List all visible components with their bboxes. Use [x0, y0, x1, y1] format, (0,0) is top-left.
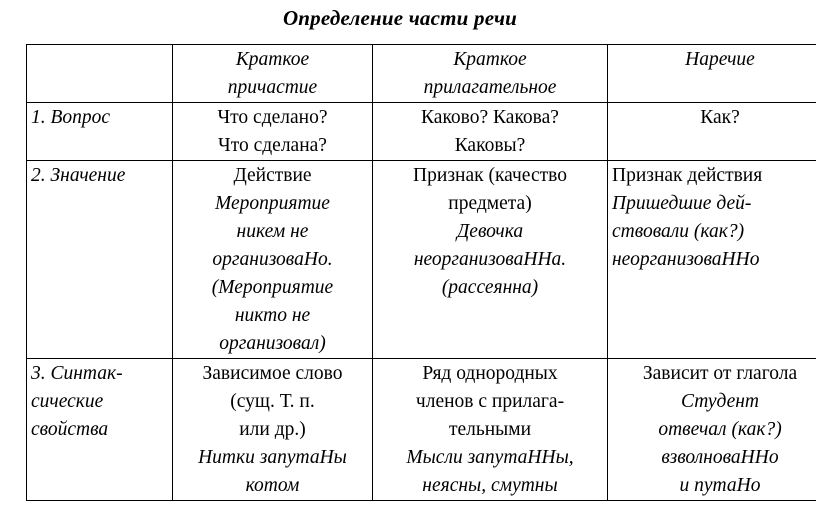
cell-line: организоваНо. — [212, 249, 333, 270]
cell-line: никто не — [234, 305, 311, 326]
cell-line: Мысли запутаННы, — [406, 447, 574, 468]
header-cell-adverb — [608, 45, 816, 103]
row-label-line: свойства — [31, 419, 109, 440]
header-line: Краткое — [235, 49, 310, 70]
cell-line: тельными — [448, 419, 532, 440]
cell-line: Как? — [700, 107, 740, 128]
cell-line: предмета) — [448, 193, 532, 214]
row-label-question — [27, 103, 173, 161]
cell-participle-meaning — [173, 161, 373, 359]
table-row — [27, 103, 816, 161]
cell-line: членов с прилага- — [415, 391, 565, 412]
header-line: прилагательное — [423, 77, 557, 98]
header-line: Наречие — [685, 49, 755, 70]
row-label-line: 2. Значение — [31, 165, 126, 186]
cell-participle-question — [173, 103, 373, 161]
cell-line: Ряд однородных — [422, 363, 558, 384]
header-line: Краткое — [453, 49, 527, 70]
cell-line: никем не — [236, 221, 309, 242]
cell-line: неорганизоваННа. — [413, 249, 567, 270]
cell-line: Признак (качество — [413, 165, 567, 186]
cell-line: отвечал (как?) — [658, 419, 782, 440]
header-cell-short-participle — [173, 45, 373, 103]
cell-line: (рассеянна) — [441, 277, 539, 298]
table-header-row — [27, 45, 816, 103]
cell-line: взволноваННо — [661, 447, 779, 468]
cell-line: Действие — [233, 165, 312, 186]
cell-line: Девочка — [456, 221, 524, 242]
cell-adjective-syntax — [373, 359, 608, 501]
cell-line: (Мероприятие — [211, 277, 334, 298]
cell-line: Признак действия — [612, 165, 763, 186]
cell-line: Каковы? — [454, 135, 526, 156]
cell-line: Что сделано? — [217, 107, 328, 128]
table-row — [27, 161, 816, 359]
cell-line: Что сделана? — [218, 135, 327, 156]
cell-line: неорганизоваННо — [612, 249, 760, 270]
cell-participle-syntax — [173, 359, 373, 501]
cell-line: (сущ. Т. п. — [230, 391, 315, 412]
cell-line: Зависимое слово — [202, 363, 343, 384]
header-cell-short-adjective — [373, 45, 608, 103]
row-label-line: 3. Синтак- — [31, 363, 123, 384]
cell-adverb-meaning — [608, 161, 816, 359]
cell-adjective-meaning — [373, 161, 608, 359]
cell-line: и путаНо — [679, 475, 761, 496]
page-title: Определение части речи — [282, 6, 518, 30]
row-label-line: сические — [31, 391, 104, 412]
table-row — [27, 359, 816, 501]
cell-adjective-question — [373, 103, 608, 161]
cell-line: Пришедшие дей- — [612, 193, 752, 214]
cell-line: Студент — [681, 391, 759, 412]
cell-adverb-question — [608, 103, 816, 161]
header-cell-empty — [27, 45, 173, 103]
cell-line: неясны, смутны — [422, 475, 558, 496]
row-label-line: 1. Вопрос — [31, 107, 111, 128]
cell-line: или др.) — [239, 419, 306, 440]
row-label-syntax — [27, 359, 173, 501]
cell-line: котом — [245, 475, 300, 496]
cell-line: Нитки запутаНы — [198, 447, 347, 468]
cell-line: ствовали (как?) — [612, 221, 745, 242]
cell-line: Каково? Какова? — [421, 107, 559, 128]
cell-line: организовал) — [219, 333, 326, 354]
cell-adverb-syntax — [608, 359, 816, 501]
row-label-meaning — [27, 161, 173, 359]
parts-of-speech-table — [26, 44, 816, 501]
cell-line: Зависит от глагола — [642, 363, 798, 384]
header-line: причастие — [227, 77, 318, 98]
cell-line: Мероприятие — [215, 193, 330, 214]
